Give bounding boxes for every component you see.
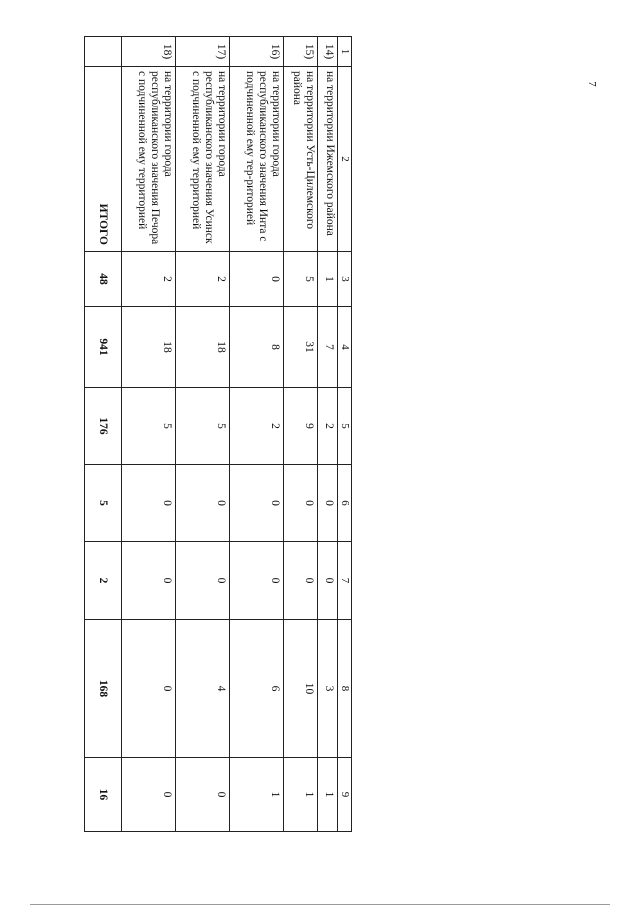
data-cell: 0 [284,465,318,542]
data-cell: 31 [284,307,318,388]
data-cell: 3 [318,620,338,758]
data-cell: 5 [284,252,318,307]
total-row [85,37,122,832]
data-cell: 1 [284,758,318,832]
total-cell: 16 [85,758,122,832]
territory-name: на территории города республиканского значения Печора с подчиненной ему территорией [122,67,176,252]
total-cell: 2 [85,542,122,620]
data-cell: 18 [122,307,176,388]
total-number-cell [85,37,122,67]
header-cell: 4 [338,307,352,388]
data-cell: 5 [176,388,230,465]
row-number: 17) [176,37,230,67]
table-row [284,37,318,832]
table-row [122,37,176,832]
data-cell: 0 [230,252,284,307]
data-cell: 1 [318,758,338,832]
data-cell: 0 [230,465,284,542]
data-cell: 0 [230,542,284,620]
data-cell: 2 [176,252,230,307]
territory-name: на территории Усть-Цилемского района [284,67,318,252]
territory-name: на территории города республиканского значения Усинск с подчиненной ему территорией [176,67,230,252]
header-cell: 8 [338,620,352,758]
header-cell: 7 [338,542,352,620]
total-cell: 5 [85,465,122,542]
data-cell: 0 [176,758,230,832]
total-cell: 48 [85,252,122,307]
data-cell: 0 [122,620,176,758]
header-cell: 6 [338,465,352,542]
data-cell: 10 [284,620,318,758]
row-number: 14) [318,37,338,67]
data-cell: 0 [176,465,230,542]
header-cell: 9 [338,758,352,832]
data-cell: 0 [122,465,176,542]
row-number: 15) [284,37,318,67]
total-cell: 168 [85,620,122,758]
data-cell: 0 [318,542,338,620]
total-cell: 941 [85,307,122,388]
territory-name: на территории Ижемского района [318,67,338,252]
table-row [318,37,338,832]
data-cell: 4 [176,620,230,758]
header-cell: 2 [338,67,352,252]
total-label: ИТОГО [85,67,122,252]
data-cell: 5 [122,388,176,465]
territory-name: на территории города республиканского значения Инта с подчиненной ему тер-риторией [230,67,284,252]
data-cell: 1 [230,758,284,832]
data-cell: 6 [230,620,284,758]
data-cell: 1 [318,252,338,307]
data-cell: 2 [230,388,284,465]
data-cell: 8 [230,307,284,388]
data-cell: 0 [318,465,338,542]
page-number: 7 [585,81,598,87]
row-number: 18) [122,37,176,67]
data-cell: 9 [284,388,318,465]
data-cell: 0 [176,542,230,620]
data-cell: 7 [318,307,338,388]
data-cell: 0 [122,758,176,832]
header-cell: 1 [338,37,352,67]
total-cell: 176 [85,388,122,465]
header-cell: 5 [338,388,352,465]
data-cell: 0 [122,542,176,620]
data-cell: 2 [318,388,338,465]
table-row [176,37,230,832]
header-cell: 3 [338,252,352,307]
data-cell: 2 [122,252,176,307]
statistics-table [84,36,352,832]
row-number: 16) [230,37,284,67]
header-row [338,37,352,832]
data-cell: 0 [284,542,318,620]
rotated-table-sheet [86,36,352,831]
table-row [230,37,284,832]
data-cell: 18 [176,307,230,388]
